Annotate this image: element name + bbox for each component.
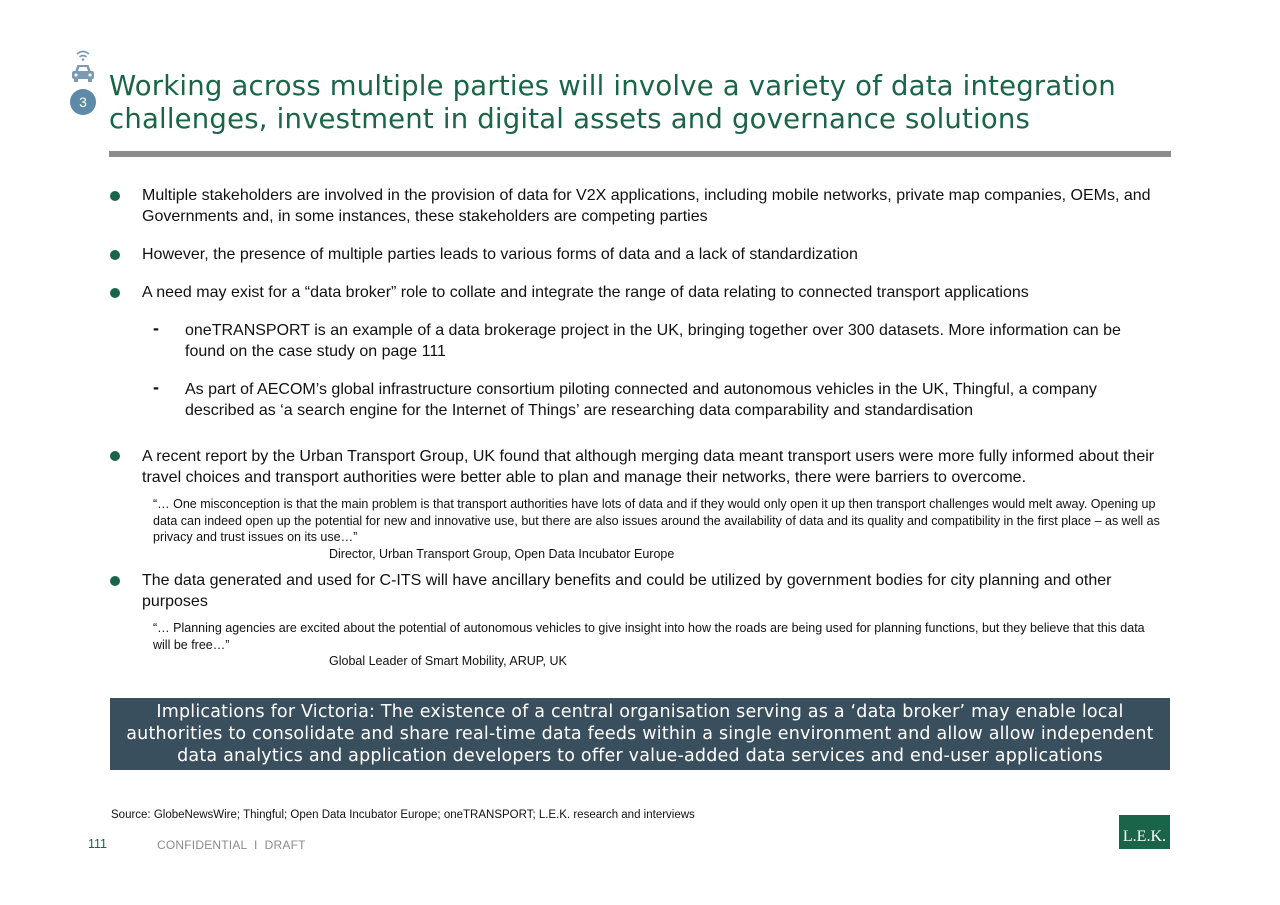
confidential-label: CONFIDENTIAL I DRAFT [157,838,306,852]
bullet-text-c-its: The data generated and used for C-ITS will have ancillary benefits and could be utilized by government bodies for city planning and other purposes [142,572,1112,610]
implications-text: Implications for Victoria: The existence of a central organisation serving as a ‘data broker’ may enable local authorities to consolidate and share real-time data feeds within a single environment and allow allow independent data analytics and application developers to offer value-added data services and end-user applications [126,702,1154,766]
logo-text: L.E.K. [1122,828,1166,845]
sub-bullet-aecom: As part of AECOM’s global infrastructure consortium piloting connected and autonomous vehicles in the UK, Thingful, a company described as ‘a search engine for the Internet of Things’ are researching data comparability and standardisation [185,381,1097,419]
connected-car-icon [67,45,99,85]
bullet-text-data-broker: A need may exist for a “data broker” role to collate and integrate the range of data relating to connected transport applications [142,284,1029,301]
page-number: 111 [88,837,108,851]
bullet-dot [110,250,120,260]
sub-bullet-onetransport: oneTRANSPORT is an example of a data brokerage project in the UK, bringing together over 300 datasets. More information can be found on the case study on page 111 [185,322,1121,360]
sub-bullet-dash: - [153,318,159,338]
slide-title: Working across multiple parties will involve a variety of data integration challenges, investment in digital assets and governance solutions [109,70,1116,135]
section-badge: 3 [70,89,96,115]
quote-urban-transport: “… One misconception is that the main problem is that transport authorities have lots of data and if they would only open it up then transport challenges would melt away. Opening up data can indeed open up the potential for new and innovative use, but there are also issues around the availability of data and its quality and compatibility in the first place – as well as privacy and trust issues on its use…” [153,497,1160,545]
bullet-text-urban-transport: A recent report by the Urban Transport Group, UK found that although merging data meant transport users were more fully informed about their travel choices and transport authorities were better able to plan and manage their networks, there were barriers to overcome. [142,448,1155,486]
bullet-text-standardization: However, the presence of multiple parties leads to various forms of data and a lack of standardization [142,246,858,263]
sub-bullet-dash: - [153,377,159,397]
bullet-dot [110,288,120,298]
bullet-dot [110,451,120,461]
source-note: Source: GlobeNewsWire; Thingful; Open Data Incubator Europe; oneTRANSPORT; L.E.K. research and interviews [111,809,695,821]
bullet-dot [110,576,120,586]
quote-attribution: Global Leader of Smart Mobility, ARUP, UK [329,654,567,668]
lek-logo [1119,815,1170,849]
quote-attribution: Director, Urban Transport Group, Open Data Incubator Europe [329,547,675,561]
bullet-text-stakeholders: Multiple stakeholders are involved in the provision of data for V2X applications, including mobile networks, private map companies, OEMs, and Governments and, in some instances, these stakeholders are competing parties [142,187,1151,225]
title-divider [109,151,1171,157]
quote-arup: “… Planning agencies are excited about the potential of autonomous vehicles to give insight into how the roads are being used for planning functions, but they believe that this data will be free…” [153,621,1145,652]
implications-banner [110,698,1170,770]
bullet-dot [110,191,120,201]
